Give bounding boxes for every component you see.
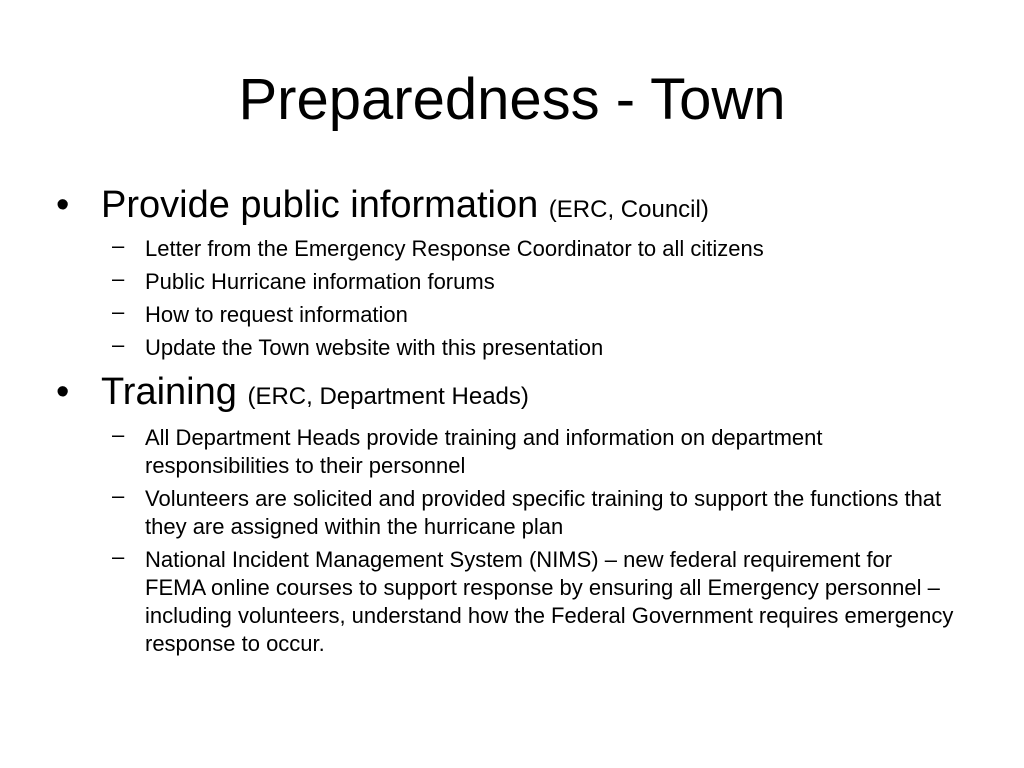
sub-item-text: Update the Town website with this presentation	[145, 335, 604, 360]
dash-icon: –	[112, 233, 125, 258]
sub-item	[56, 546, 956, 658]
dash-icon: –	[112, 483, 125, 508]
bullet-item	[56, 367, 956, 422]
sub-item-text: Volunteers are solicited and provided specific training to support the functions that they are assigned within the hurricane plan	[145, 486, 942, 539]
sub-list	[56, 424, 956, 658]
sub-item	[56, 334, 956, 362]
bullet-item	[56, 180, 956, 235]
sub-item	[56, 301, 956, 329]
sub-item	[56, 268, 956, 296]
dash-icon: –	[112, 544, 125, 569]
sub-item	[56, 235, 956, 263]
slide-content	[56, 180, 956, 663]
dash-icon: –	[112, 299, 125, 324]
bullet-dot-icon: •	[56, 371, 70, 413]
sub-item-text: National Incident Management System (NIMS) – new federal requirement for FEMA online courses to support response by ensuring all Emergency personnel – including volunteers, understand how the Federal Government requires emergency response to occur.	[145, 547, 954, 656]
sub-item-text: How to request information	[145, 302, 408, 327]
slide-title: Preparedness - Town	[238, 67, 786, 132]
sub-item	[56, 424, 956, 480]
bullet-text: Training	[101, 371, 237, 413]
sub-item-text: All Department Heads provide training and information on department responsibilities to their personnel	[145, 425, 823, 478]
sub-item-text: Public Hurricane information forums	[145, 269, 495, 294]
dash-icon: –	[112, 332, 125, 357]
dash-icon: –	[112, 422, 125, 447]
bullet-note: (ERC, Department Heads)	[247, 383, 529, 410]
sub-item	[56, 485, 956, 541]
bullet-group-training	[56, 367, 956, 658]
sub-item-text: Letter from the Emergency Response Coordinator to all citizens	[145, 236, 764, 261]
bullet-group-public-information	[56, 180, 956, 362]
bullet-text: Provide public information	[101, 184, 539, 226]
bullet-note: (ERC, Council)	[548, 196, 709, 223]
dash-icon: –	[112, 266, 125, 291]
bullet-dot-icon: •	[56, 184, 70, 226]
sub-list	[56, 235, 956, 362]
